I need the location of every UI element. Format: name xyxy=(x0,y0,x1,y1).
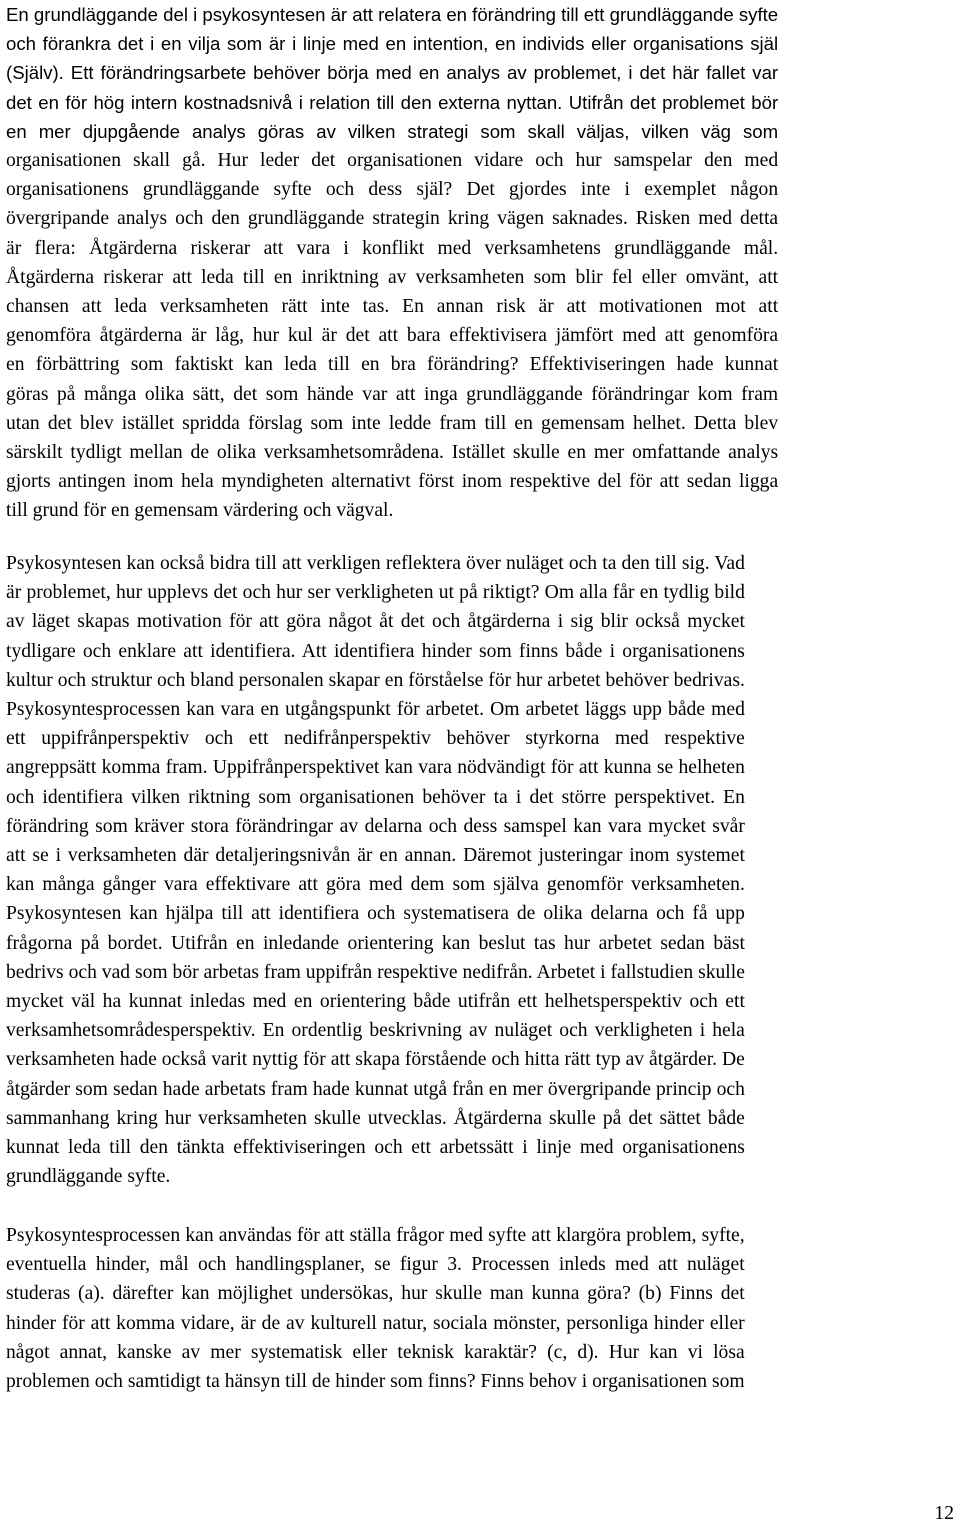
text-line: Psykosyntesprocessen kan användas för att ställa frågor med syfte att klargöra problem, syfte, xyxy=(6,1225,745,1246)
text-line: verksamheten hade också varit nyttig för att skapa förstående och hitta rätt typ av åtgärder. De xyxy=(6,1049,745,1071)
text-line: angreppsätt komma fram. Uppifrånperspektivet kan vara nödvändigt för att kunna se helheten xyxy=(6,757,745,779)
text-line: är flera: Åtgärderna riskerar att vara i konflikt med verksamhetens grundläggande mål. xyxy=(6,237,779,259)
text-line: studeras (a). därefter kan möjlighet undersökas, hur skulle man kunna göra? (b) Finns det xyxy=(6,1283,745,1305)
text-line: gjorts antingen inom hela myndigheten alternativt först inom respektive del för att sedan ligga xyxy=(6,471,779,493)
text-line: särskilt tydligt mellan de olika verksamhetsområdena. Istället skulle en mer omfattande analys xyxy=(6,442,779,464)
text-line: och identifiera vilken riktning som organisationen behöver ta i det större perspektivet. En xyxy=(6,786,745,808)
text-line: problemen och samtidigt ta hänsyn till de hinder som finns? Finns behov i organisationen som xyxy=(6,1371,745,1393)
text-line: kunnat leda till den tänkta effektiviseringen och ett arbetssätt i linje med organisationens xyxy=(6,1137,745,1159)
paragraph-2 xyxy=(6,549,745,1191)
text-line: utan det blev istället spridda förslag som inte ledde fram till en gemensam helhet. Detta blev xyxy=(6,412,779,434)
text-line: verksamhetsområdesperspektiv. En ordentlig beskrivning av nuläget och verkligheten i hela xyxy=(6,1020,745,1042)
text-line: kultur och struktur och bland personalen skapar en förståelse för hur arbetet behöver bedrivas. xyxy=(6,669,745,691)
text-line: en mer djupgående analys göras av vilken strategi som skall väljas, vilken väg som xyxy=(6,120,779,142)
text-line: genomföra åtgärderna är låg, hur kul är det att bara effektivisera jämfört med att genomföra xyxy=(6,325,779,347)
text-line: Psykosyntesen kan också bidra till att verkligen reflektera över nuläget och ta den till sig. Vad xyxy=(6,553,745,574)
text-line: övergripande analys och den grundläggande strategin kring vägen saknades. Risken med detta xyxy=(6,208,779,230)
text-line: organisationens grundläggande syfte och dess själ? Det gjordes inte i exemplet någon xyxy=(6,179,779,201)
text-line: en förbättring som faktiskt kan leda till en bra förändring? Effektiviseringen hade kunnat xyxy=(6,354,779,376)
text-line: mycket väl ha kunnat inledas med en orientering både utifrån ett helhetsperspektiv och ett xyxy=(6,991,745,1013)
text-line: ett uppifrånperspektiv och ett nedifrånperspektiv behöver styrkorna med respektive xyxy=(6,728,745,750)
text-line: är problemet, hur upplevs det och hur ser verkligheten ut på riktigt? Om alla får en tydlig bild xyxy=(6,582,745,604)
text-line: En grundläggande del i psykosyntesen är att relatera en förändring till ett grundläggande syfte xyxy=(6,4,779,25)
text-line: frågorna på bordet. Utifrån en inledande orientering kan beslut tas hur arbetet sedan bäst xyxy=(6,932,745,954)
text-line: Psykosyntesen kan hjälpa till att identifiera och systematisera de olika delarna och få upp xyxy=(6,903,745,925)
text-line: att se i verksamheten där detaljeringsnivån är en annan. Däremot justeringar inom systemet xyxy=(6,845,745,867)
text-line: Åtgärderna riskerar att leda till en inriktning av verksamheten som blir fel eller omvänt, att xyxy=(6,266,779,288)
text-line: av läget skapas motivation för att göra något åt det och åtgärderna i sig blir också mycket xyxy=(6,611,745,633)
text-line: grundläggande syfte. xyxy=(6,1166,171,1188)
text-line: chansen att leda verksamheten rätt inte tas. En annan risk är att motivationen mot att xyxy=(6,296,779,318)
text-line: det en för hög intern kostnadsnivå i relation till den externa nyttan. Utifrån det problemet bör xyxy=(6,91,779,113)
text-line: göras på många olika sätt, det som hände var att inga grundläggande förändringar kom fram xyxy=(6,383,779,405)
text-line: Psykosyntesprocessen kan vara en utgångspunkt för arbetet. Om arbetet läggs upp både med xyxy=(6,699,745,721)
page-number: 12 xyxy=(934,1503,954,1524)
text-line: eventuella hinder, mål och handlingsplaner, se figur 3. Processen inleds med att nuläget xyxy=(6,1254,745,1276)
text-line: sammanhang kring hur verksamheten skulle utvecklas. Åtgärderna skulle på det sättet både xyxy=(6,1107,745,1129)
text-line: något annat, kanske av mer systematisk eller teknisk karaktär? (c, d). Hur kan vi lösa xyxy=(6,1341,745,1363)
text-line: kan många gånger vara effektivare att göra med dem som själva genomför verksamheten. xyxy=(6,874,745,896)
text-line: åtgärder som sedan hade arbetats fram hade kunnat utgå från en mer övergripande princip och xyxy=(6,1078,745,1100)
paragraph-1 xyxy=(6,0,778,526)
paragraph-3 xyxy=(6,1221,745,1396)
text-line: till grund för en gemensam värdering och vägval. xyxy=(6,500,394,522)
text-line: organisationen skall gå. Hur leder det organisationen vidare och hur samspelar den med xyxy=(6,150,779,172)
text-line: (Själv). Ett förändringsarbete behöver börja med en analys av problemet, i det här fallet var xyxy=(6,62,779,84)
text-line: förändring som kräver stora förändringar av delarna och dess samspel kan vara mycket svår xyxy=(6,815,745,837)
text-line: bedrivs och vad som bör arbetas fram uppifrån respektive nedifrån. Arbetet i fallstudien skulle xyxy=(6,961,745,983)
text-line: hinder för att komma vidare, är de av kulturell natur, sociala mönster, personliga hinder eller xyxy=(6,1312,745,1334)
text-line: och förankra det i en vilja som är i linje med en intention, en individs eller organisations själ xyxy=(6,33,779,55)
text-line: tydligare och enklare att identifiera. Att identifiera hinder som finns både i organisationens xyxy=(6,640,745,662)
